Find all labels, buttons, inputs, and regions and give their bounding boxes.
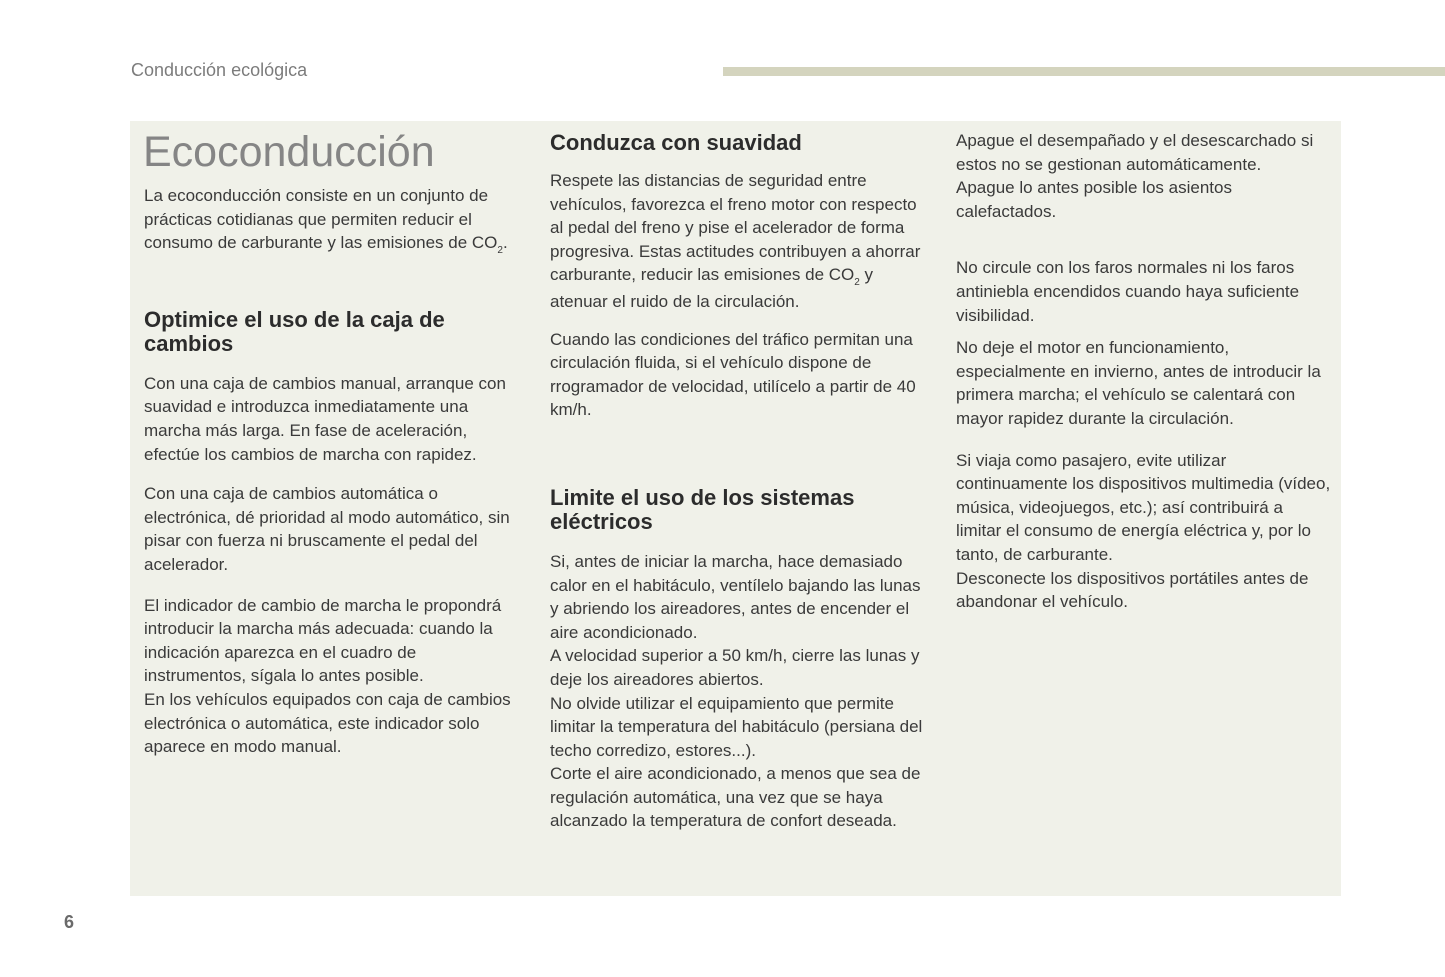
- electric-paragraph-1: Si, antes de iniciar la marcha, hace demasiado calor en el habitáculo, ventílelo bajando las lunas y abriendo los aireadores, antes de encender el aire acondicionado.: [550, 551, 921, 642]
- co2-formula: $CO_2$: [828, 265, 860, 289]
- electric-paragraph-3: No olvide utilizar el equipamiento que permite limitar la temperatura del habitáculo (persiana del techo corredizo, estores...).: [550, 693, 923, 760]
- gear-indicator-note: En los vehículos equipados con caja de cambios electrónica o automática, este indicador solo aparece en modo manual.: [144, 689, 511, 757]
- co2-formula: $CO_2$: [471, 233, 503, 257]
- gearbox-auto-paragraph: Con una caja de cambios automática o electrónica, dé prioridad al modo automático, sin pisar con fuerza ni bruscamente el pedal del acelerador.: [144, 484, 510, 574]
- electric-systems-heading: Limite el uso de los sistemas eléctricos: [550, 484, 855, 534]
- smooth-driving-paragraph: Respete las distancias de seguridad entre vehículos, favorezca el freno motor con respecto al pedal del freno y pise el acelerador de forma progresiva. Estas actitudes contribuyen a ahorrar carburante, reducir las emisiones de $CO_2$ y atenuar el ruido de la circulación.: [550, 171, 921, 311]
- gearbox-heading: Optimice el uso de la caja de cambios: [144, 306, 445, 356]
- page-title: Ecoconducción: [143, 128, 435, 176]
- heated-seats-paragraph: Apague lo antes posible los asientos calefactados.: [956, 178, 1232, 221]
- gearbox-manual-paragraph: Con una caja de cambios manual, arranque con suavidad e introduzca inmediatamente una marcha más larga. En fase de aceleración, efectúe los cambios de marcha con rapidez.: [144, 373, 506, 464]
- page-number: 6: [64, 912, 75, 932]
- smooth-driving-heading: Conduzca con suavidad: [550, 130, 802, 155]
- cruise-control-paragraph: Cuando las condiciones del tráfico permitan una circulación fluida, si el vehículo dispone de rrogramador de velocidad, utilícelo a partir de 40 km/h.: [550, 329, 916, 420]
- intro-paragraph: La ecoconducción consiste en un conjunto de prácticas cotidianas que permiten reducir el consumo de carburante y las emisiones de $CO_2$.: [144, 186, 508, 257]
- header-bar: [723, 67, 1445, 76]
- electric-paragraph-2: A velocidad superior a 50 km/h, cierre las lunas y deje los aireadores abiertos.: [550, 646, 920, 689]
- gear-indicator-paragraph: El indicador de cambio de marcha le propondrá introducir la marcha más adecuada: cuando la indicación aparezca en el cuadro de instrumentos, sígala lo antes posible.: [144, 595, 502, 686]
- portable-devices-paragraph: Desconecte los dispositivos portátiles antes de abandonar el vehículo.: [956, 568, 1309, 612]
- defrost-paragraph: Apague el desempañado y el desescarchado si estos no se gestionan automáticamente.: [956, 131, 1314, 174]
- column-1: [144, 121, 514, 759]
- electric-paragraph-4: Corte el aire acondicionado, a menos que sea de regulación automática, una vez que se haya alcanzado la temperatura de confort deseada.: [550, 764, 921, 831]
- column-2: [550, 121, 925, 833]
- lights-paragraph: No circule con los faros normales ni los faros antiniebla encendidos cuando haya suficiente visibilidad.: [956, 258, 1300, 325]
- content-panel: [130, 121, 1341, 896]
- multimedia-paragraph: Si viaja como pasajero, evite utilizar continuamente los dispositivos multimedia (vídeo, música, videojuegos, etc.); así contribuirá a limitar el consumo de energía eléctrica y, por lo tanto, de carburante.: [956, 450, 1331, 564]
- column-3: [956, 121, 1331, 614]
- intro-text: La ecoconducción consiste en un conjunto de prácticas cotidianas que permiten reducir el consumo de carburante y las emisiones de: [144, 186, 489, 253]
- section-header: Conducción ecológica: [131, 60, 308, 80]
- engine-paragraph: No deje el motor en funcionamiento, especialmente en invierno, antes de introducir la primera marcha; el vehículo se calentará con mayor rapidez durante la circulación.: [956, 338, 1321, 428]
